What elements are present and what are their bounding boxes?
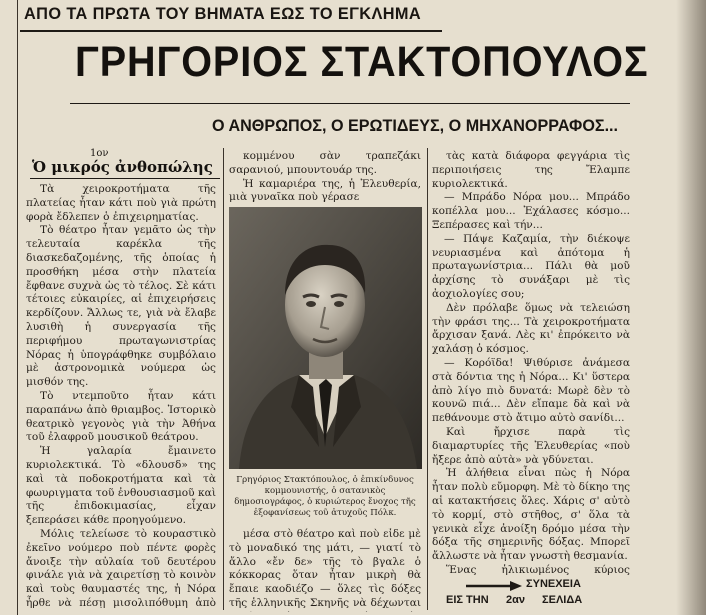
col3-paragraph: — Κορόϊδα! Ψιθύρισε ἀνάμεσα στὰ δόντια της ἡ Νόρα... Κι' ὕστερα ἀπὸ λίγο πιὸ δυνατά: Μωρὲ δὲν τὸ κουνῶ πιά... Δὲν εἴπαμε δὰ καὶ νὰ πεθάνουμε στὸ ἄτιμο αὐτὸ σανίδι... [432,356,630,425]
col2-paragraph: Ἡ καμαριέρα της, ἡ Ἐλευθερία, μιὰ γυναῖκα ποὺ γέρασε [229,177,421,204]
col3-paragraph: τὰς κατὰ διάφορα φεγγάρια τὶς περιποιήσεις της Ἔλαμπε κυριολεκτικά. [432,150,630,190]
main-headline: ΓΡΗΓΟΡΙΟΣ ΣΤΑΚΤΟΠΟΥΛΟΣ [75,38,649,86]
continuation-word: ΣΥΝΕΧΕΙΑ [526,578,581,590]
column-rule-2 [427,148,428,610]
arrow-right-icon [466,580,524,592]
column-3 [432,150,630,575]
col3-paragraph: Ἕνας ἡλικιωμένος κύριος [446,563,630,575]
continuation-prefix: ΕΙΣ ΤΗΝ [446,594,489,606]
col1-paragraph: Τὰ χειροκροτήματα τῆς πλατείας ἦταν κάτι ποὺ γιὰ πρώτη φορὰ ἔδλεπεν ὁ ἐπιχειρηματίας. [26,183,216,223]
continuation-section: ΣΕΛΙΔΑ [542,594,583,606]
col3-paragraph: Ἡ ἀλήθεια εἶναι πὼς ἡ Νόρα ἦταν πολὺ εὔμορφη. Μὲ τὸ δίκηο της αἱ κατακτήσεις ὅλες. Χάρις σ' αὐτὸ τὸ κορμί, στὸ στῆθος, σ' ὅλα τὰ γενικὰ εἶχε ἀνοίξη δρόμο μέσα τὴν δόξα τῆς σημερινῆς δόξας. Μπορεῖ ἄλλωστε νὰ ἦταν γνωστὴ θεσμανία. [432,467,630,563]
col3-paragraph: Καὶ ἤρχισε παρὰ τὶς διαμαρτυρίες τῆς Ἐλευθερίας «ποὺ ἤξερε ἀπὸ αὐτὰ» νὰ γδύνεται. [432,425,630,466]
col3-paragraph: — Μπράδο Νόρα μου... Μπράδο κοπέλλα μου... Ἐχάλασες κόσμο... Ξεπέρασες καὶ τήν... [432,191,630,231]
column-1 [26,183,216,611]
column-2-bottom [229,528,421,612]
col3-paragraph: Δὲν πρόλαβε ὅμως νὰ τελειώση τὴν φράσι της... Τὰ χειροκροτήματα ἄρχισαν ξανά. Λὲς κι' ἐπρόκειτο νὰ χαλάσῃ ὁ κόσμος. [432,301,630,356]
col1-paragraph: Ἡ γαλαρία ἔμαινετο κυριολεκτικά. Τὸ «δλουσδ» της καὶ τὰ ποδοκροτήματα καὶ τὰ φωυριγματα τοῦ ἐνθουσιασμοῦ καὶ τῆς ἐπιδοκιμασίας, εἶχαν ξεπεράσει κάθε προηγούμενο. [26,445,216,527]
top-rule [20,30,442,32]
kicker-headline: ΑΠΟ ΤΑ ΠΡΩΤΑ ΤΟΥ ΒΗΜΑΤΑ ΕΩΣ ΤΟ ΕΓΚΛΗΜΑ [24,4,422,23]
column-title: Ὁ μικρός ἀνθοπώλης [32,158,213,176]
col3-paragraph: — Πάψε Καζαμία, τὴν διέκοψε νευριασμένα καὶ ἀπότομα ἡ πρωταγωνίστρια... Πάλι θὰ μοῦ ἀρχίσης τὸ συνάξαρι μὲ τὶς ἀοχιολογίες σου; [432,232,630,300]
subheadline: Ο ΑΝΘΡΩΠΟΣ, Ο ΕΡΩΤΙΔΕΥΣ, Ο ΜΗΧΑΝΟΡΡΑΦΟΣ... [212,116,619,135]
page-edge-shadow [676,0,706,615]
left-margin-rule [17,0,18,615]
col1-paragraph: Τὸ θέατρο ἦταν γεμᾶτο ὡς τὴν τελευταία καρέκλα τῆς διασκεδαζομένης, τῆς ὁποίας ἡ προσθήκη μέσα στὴν πλατεία ἔφθανε συχνὰ ὡς τὸ τέλος. Σὲ κάτι τέτοιες εὐκαιρίες, αἱ ἐπιχειρήσεις κερδίζουν. Ἄλλως τε, γιὰ νὰ ἔλαβε λυσιθὴ ἡ συνεργασία τῆς περιφήμου πρωταγωνιστρίας Νόρας ἡ ὑπογράφθηκε συμβόλαιο μὲ ἀστρονομικὰ νούμερα ὡς μισθόν της. [26,224,216,389]
col1-paragraph: Μόλις τελείωσε τὸ κουραστικὸ ἐκεῖνο νούμερο ποὺ πέντε φορὲς ἄνοιξε τὴν αὐλαία τοῦ δευτέρου φινάλε γιὰ νὰ χαιρετίσῃ τὸ κοινὸν καὶ τοὺς θαυμαστές της, ἡ Νόρα ἦρθε νὰ πέσῃ μισολιπόθυμη ἀπὸ [26,527,216,609]
col2-paragraph: κομμένου σὰν τραπεζάκι σαρανιού, μπουντουάρ της. [229,150,421,176]
col2-paragraph: μέσα στὸ θέατρο καὶ ποὺ εἶδε μὲ τὸ μοναδικό της μάτι, — γιατί τὸ ἄλλο «ἔν δε» τῆς τὸ βγαλε ὁ κόκκορας ὅταν ἦταν μικρὴ θὰ ἔπαιε καοδιέζο — ὅλες τὶς δόξες τῆς ἑλληνικῆς Σκηνῆς νὰ δέχωνται [229,528,421,609]
col1-paragraph: Τὸ ντεμποῦτο ἦταν κάτι παραπάνω ἀπὸ θριαμβος. Ἱστορικὸ θεατρικὸ γεγονὸς γιὰ τὴν Ἀθήνα τοῦ ἐλαφροῦ μουσικοῦ θεάτρου. [26,389,216,444]
continuation-notice [434,578,674,608]
column-title-rule [30,178,220,179]
part-number: 1ον [90,148,109,159]
headline-rule [70,103,630,104]
portrait-image [229,207,422,469]
portrait-photo [229,207,422,469]
continuation-page: 2αν [506,594,525,606]
column-2-top [229,150,421,206]
column-rule-1 [223,148,224,610]
photo-caption: Γρηγόριος Στακτόπουλος, ὁ ἐπικίνδυνος κομμουνιστής, ὁ σατανικὸς δημοσιογράφος, ὁ κυριώτερος ἔνοχος τῆς ἐξοφανίσεως τοῦ ἀτυχοῦς Πόλκ. [234,475,416,518]
